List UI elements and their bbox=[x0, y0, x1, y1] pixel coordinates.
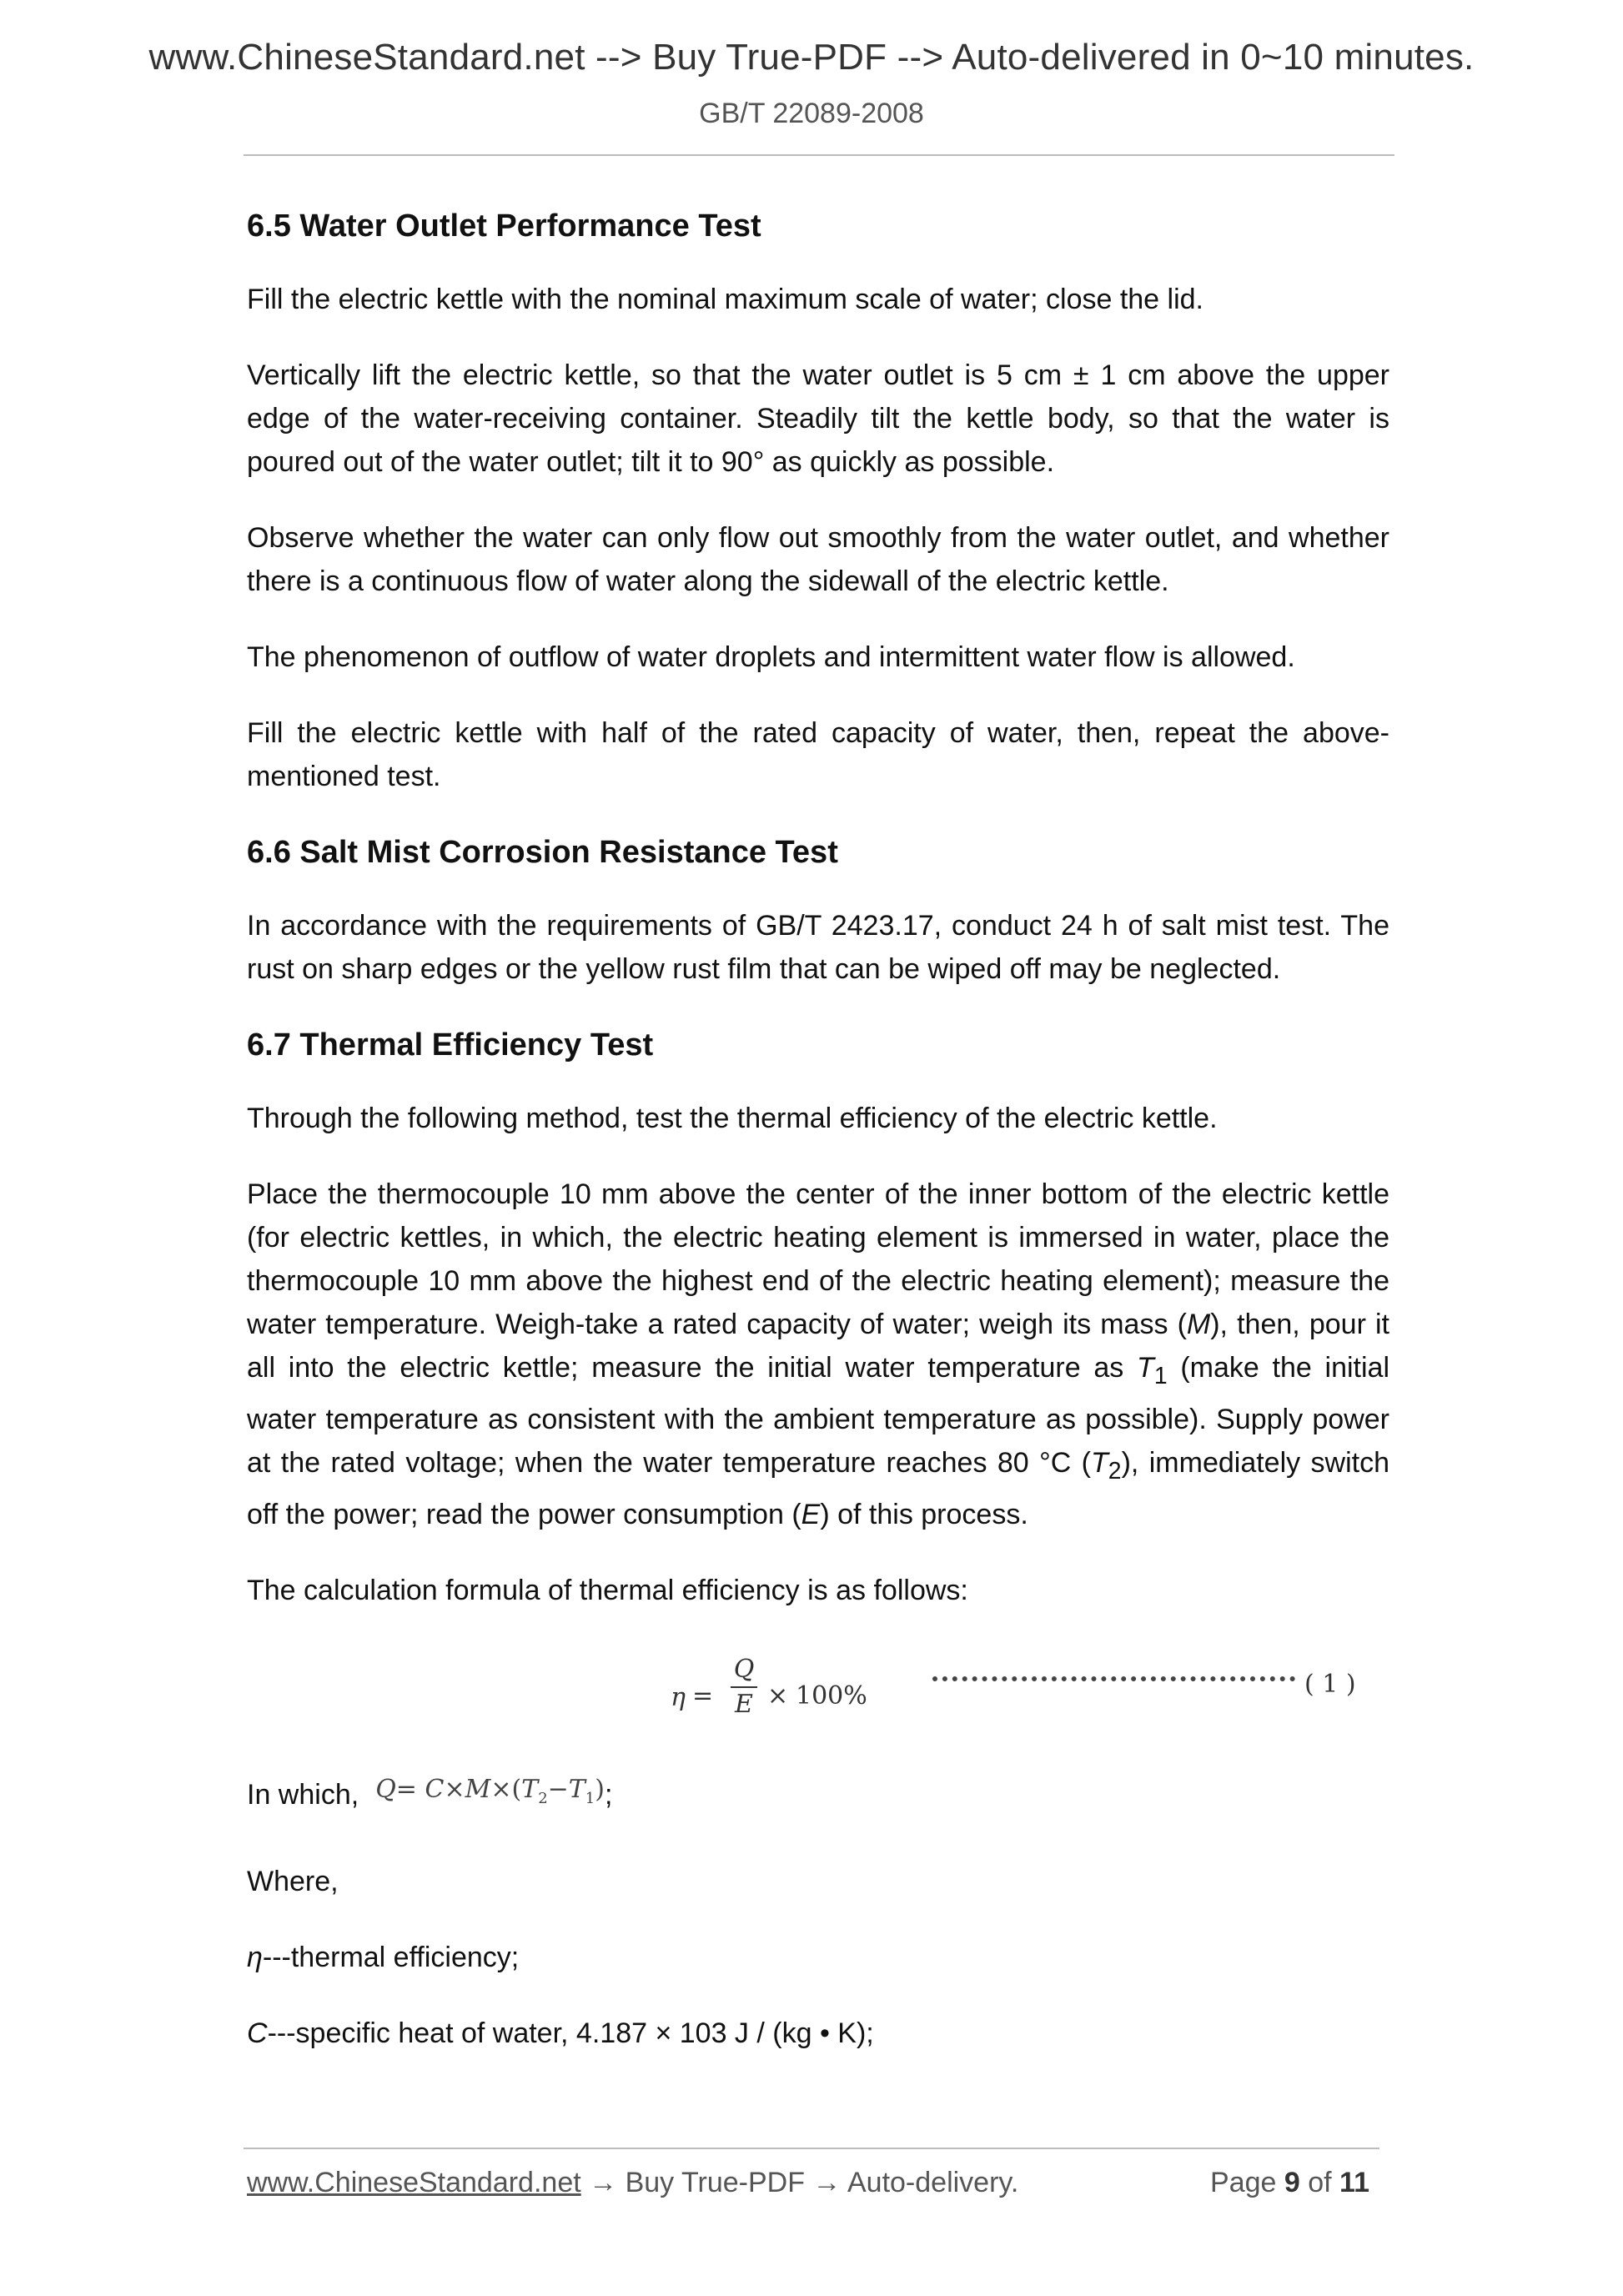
paragraph: The calculation formula of thermal efficiency is as follows: bbox=[247, 1574, 968, 1606]
top-banner: www.ChineseStandard.net --> Buy True-PDF --> Auto-delivered in 0~10 minutes. bbox=[148, 37, 1475, 78]
where-label: Where, bbox=[247, 1865, 339, 1897]
symbol-t: T bbox=[1137, 1352, 1154, 1384]
definition-text: ---thermal efficiency; bbox=[262, 1941, 520, 1973]
page-content bbox=[247, 204, 1389, 2088]
subscript: 1 bbox=[1153, 1362, 1168, 1389]
text-run: ) of this process. bbox=[820, 1498, 1028, 1530]
definition-eta bbox=[247, 1936, 1389, 1979]
paragraph: Fill the electric kettle with half of the rated capacity of water, then, repeat the above-mentioned test. bbox=[247, 717, 1389, 792]
paragraph: The phenomenon of outflow of water droplets and intermittent water flow is allowed. bbox=[247, 641, 1295, 673]
fraction-denominator: E bbox=[735, 1689, 753, 1719]
symbol-t: T bbox=[568, 1774, 585, 1804]
symbol-m: M bbox=[465, 1774, 491, 1804]
inline-formula bbox=[375, 1774, 605, 1807]
section-heading-6-5: 6.5 Water Outlet Performance Test bbox=[247, 208, 761, 244]
text-run: ), immediately switch off the power; read the power consumption ( bbox=[247, 1446, 1390, 1530]
of-label: of bbox=[1299, 2167, 1340, 2198]
definition-text: ---specific heat of water, 4.187 × 103 J / (kg • K); bbox=[267, 2017, 874, 2049]
semicolon: ; bbox=[604, 1778, 613, 1811]
symbol-c: C bbox=[247, 2017, 268, 2049]
symbol-eta: η bbox=[247, 1941, 263, 1973]
formula-equals: = bbox=[692, 1681, 714, 1711]
symbol-e: E bbox=[801, 1498, 821, 1530]
paragraph: Through the following method, test the thermal efficiency of the electric kettle. bbox=[247, 1103, 1218, 1134]
symbol-t: T bbox=[1091, 1446, 1108, 1479]
paren-close: ) bbox=[595, 1774, 605, 1804]
formula-lhs: η bbox=[671, 1682, 686, 1712]
subscript: 2 bbox=[1108, 1457, 1122, 1485]
subscript: 1 bbox=[585, 1789, 595, 1807]
equals: = bbox=[395, 1774, 425, 1804]
header-divider bbox=[244, 154, 1394, 156]
footer-divider bbox=[244, 2148, 1379, 2149]
in-which-label: In which, bbox=[247, 1778, 359, 1811]
formula-leader-dots bbox=[932, 1671, 1295, 1681]
definition-c bbox=[247, 2012, 1389, 2055]
symbol-q: Q bbox=[375, 1774, 396, 1804]
text-run: Place the thermocouple 10 mm above the center of the inner bottom of the electric kettle (for electric kettles, in which, the electric heating element is immersed in water, place the thermocouple 10 mm above the highest end of the electric heating element); measure the water temperature. Weigh-take a rated capacity of water; weigh its mass ( bbox=[247, 1178, 1389, 1340]
paren-open: ( bbox=[511, 1774, 522, 1804]
formula-number: ( 1 ) bbox=[1304, 1669, 1356, 1699]
symbol-c: C bbox=[425, 1774, 445, 1804]
text-run: ), then, pour it all into the electric kettle; measure the initial water temperature as bbox=[247, 1309, 1389, 1384]
page-indicator bbox=[1210, 2167, 1369, 2199]
footer-site-link[interactable]: www.ChineseStandard.net bbox=[247, 2167, 581, 2198]
paragraph: Fill the electric kettle with the nominal maximum scale of water; close the lid. bbox=[247, 284, 1204, 315]
fraction-numerator: Q bbox=[733, 1654, 755, 1684]
formula-percent: 100% bbox=[796, 1681, 867, 1711]
formula-fraction bbox=[729, 1653, 759, 1721]
times: × bbox=[444, 1774, 465, 1804]
paragraph: Vertically lift the electric kettle, so that the water outlet is 5 cm ± 1 cm above the upper edge of the water-receiving container. Steadily tilt the kettle body, so that the water is poured out of the water outlet; tilt it to 90° as quickly as possible. bbox=[247, 359, 1389, 478]
times: × bbox=[490, 1774, 512, 1804]
formula-times: × bbox=[767, 1681, 789, 1711]
paragraph: In accordance with the requirements of GB/T 2423.17, conduct 24 h of salt mist test. The rust on sharp edges or the yellow rust film that can be wiped off may be neglected. bbox=[247, 910, 1389, 985]
page-label: Page bbox=[1210, 2167, 1284, 2198]
symbol-t: T bbox=[521, 1774, 539, 1804]
page-number: 9 bbox=[1284, 2167, 1300, 2198]
footer-left bbox=[247, 2167, 1018, 2199]
footer-text: → Buy True-PDF → Auto-delivery. bbox=[580, 2167, 1019, 2198]
section-heading-6-7: 6.7 Thermal Efficiency Test bbox=[247, 1027, 654, 1063]
in-which-line bbox=[247, 1773, 1389, 1827]
page-total: 11 bbox=[1339, 2167, 1369, 2198]
paragraph: Observe whether the water can only flow out smoothly from the water outlet, and whether there is a continuous flow of water along the sidewall of the electric kettle. bbox=[247, 522, 1389, 597]
minus: − bbox=[547, 1774, 569, 1804]
symbol-m: M bbox=[1186, 1309, 1211, 1340]
formula-1 bbox=[247, 1645, 1389, 1745]
subscript: 2 bbox=[538, 1789, 548, 1807]
paragraph bbox=[247, 1173, 1389, 1536]
text-run: (make the initial water temperature as consistent with the ambient temperature as possible). Supply power at the rated voltage; when the water temperature reaches 80 °C ( bbox=[247, 1352, 1390, 1479]
document-id: GB/T 22089-2008 bbox=[699, 98, 924, 129]
section-heading-6-6: 6.6 Salt Mist Corrosion Resistance Test bbox=[247, 835, 838, 870]
page-footer bbox=[247, 2167, 1381, 2217]
